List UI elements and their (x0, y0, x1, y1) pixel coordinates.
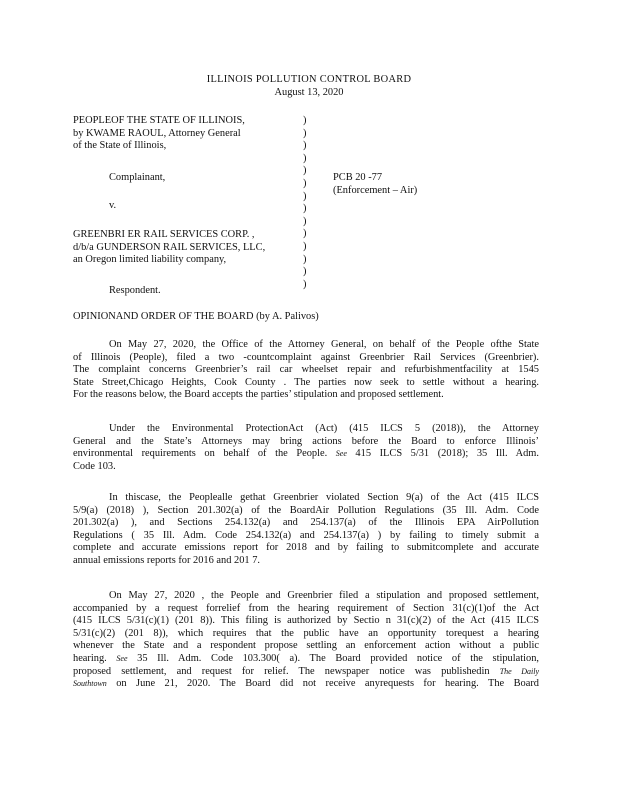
paragraph-line: 5/31(c)(2) (201 8)), which requires that the public have an opportunity torequest a hearing (73, 627, 539, 639)
caption-paren: ) (303, 115, 307, 126)
paragraph-line: whenever the State and a respondent propose settling an enforcement action without a public (73, 640, 539, 652)
caption-line: an Oregon limited liability company, (73, 254, 227, 266)
caption-complainant-party (73, 115, 245, 153)
see-signal: See (335, 449, 347, 459)
paragraph-line: Regulations ( 35 Ill. Adm. Code 254.132(a) and 254.137(a) ) by failing to timely submit a (73, 529, 539, 541)
caption-paren: ) (303, 203, 307, 215)
paragraph-line: On May 27, 2020 , the People and Greenbrier filed a stipulation and proposed settlement, (109, 590, 539, 601)
paragraph-line: 5/9(a) (2018) ), Section 201.302(a) of the BoardAir Pollution Regulations (35 Ill. Adm. Code (73, 504, 539, 516)
paragraph-line (73, 678, 539, 691)
caption-respondent-party (73, 229, 265, 267)
caption-paren: ) (303, 215, 307, 227)
caption-paren: ) (303, 165, 307, 177)
paragraph-line: General and the State’s Attorneys may bring actions before the Board to enforce Illinois’ (73, 435, 539, 447)
paragraph-2 (73, 423, 539, 473)
caption-line: GREENBRI ER RAIL SERVICES CORP. , (73, 229, 255, 240)
text-run: 415 ILCS 5/31 (2018); 35 Ill. Adm. (346, 448, 539, 460)
paragraph-line: The complaint concerns Greenbrier’s rail car wheelset repair and refurbishmentfacility at 1545 (73, 364, 539, 376)
paragraph-line: 201.302(a) ), and Sections 254.132(a) and 254.137(a) of the Illinois EPA AirPollution (73, 517, 539, 529)
paragraph-1 (73, 339, 539, 402)
caption-line: PEOPLEOF THE STATE OF ILLINOIS, (73, 115, 245, 126)
caption-paren: ) (303, 228, 307, 240)
paragraph-line: Code 103. (73, 460, 116, 472)
paragraph-line: In thiscase, the Peoplealle gethat Greenbrier violated Section 9(a) of the Act (415 ILCS (109, 492, 539, 503)
paragraph-line: annual emissions reports for 2016 and 201 7. (73, 554, 261, 566)
text-run: hearing. (73, 652, 117, 664)
caption-paren: ) (303, 253, 307, 265)
paragraph-line: accompanied by a request forrelief from the hearing requirement of Section 31(c)(1)of the Act (73, 602, 539, 614)
text-run: 35 Ill. Adm. Code 103.300( a). The Board provided notice of the stipulation, (127, 652, 539, 664)
caption-paren: ) (303, 190, 307, 202)
paragraph-3 (73, 492, 539, 568)
caption-paren-column (303, 115, 311, 291)
respondent-label: Respondent. (109, 285, 161, 296)
text-run: proposed settlement, and request for relief. The newspaper notice was publishedin (73, 665, 490, 677)
caption-paren: ) (303, 127, 307, 139)
order-date: August 13, 2020 (274, 87, 344, 98)
opinion-title: OPINIONAND ORDER OF THE BOARD (by A. Palivos) (73, 311, 319, 322)
caption-paren: ) (303, 140, 307, 152)
versus-label: v. (109, 200, 117, 211)
caption-line: by KWAME RAOUL, Attorney General (73, 127, 241, 139)
caption-paren: ) (303, 152, 307, 164)
newspaper-name: Southtown (73, 679, 107, 689)
complainant-label: Complainant, (109, 172, 166, 183)
paragraph-line: complete and accurate emissions report for 2018 and by failing to submitcomplete and accurate (73, 542, 539, 554)
paragraph-line (73, 666, 539, 679)
newspaper-name: The Daily (499, 666, 539, 676)
paragraph-line: On May 27, 2020, the Office of the Attorney General, on behalf of the People ofthe State (109, 339, 539, 350)
caption-line: d/b/a GUNDERSON RAIL SERVICES, LLC, (73, 241, 266, 253)
paragraph-line (73, 653, 539, 666)
text-run: on June 21, 2020. The Board did not receive anyrequests for hearing. The Board (106, 678, 539, 690)
caption-paren: ) (303, 266, 307, 278)
see-signal: See (116, 653, 128, 663)
caption-line: of the State of Illinois, (73, 140, 167, 152)
paragraph-line (73, 448, 539, 461)
caption-paren: ) (303, 278, 307, 290)
case-type: (Enforcement – Air) (333, 185, 418, 196)
paragraph-line: (415 ILCS 5/31(c)(1) (201 8)). This filing is authorized by Sectio n 31(c)(2) of the Act (415 ILCS (73, 615, 539, 627)
paragraph-line: Under the Environmental ProtectionAct (Act) (415 ILCS 5 (2018)), the Attorney (109, 423, 539, 434)
board-heading: ILLINOIS POLLUTION CONTROL BOARD (206, 74, 412, 85)
caption-paren: ) (303, 177, 307, 189)
paragraph-line: State Street,Chicago Heights, Cook County . The parties now seek to settle without a hearing. (73, 376, 539, 388)
case-number: PCB 20 -77 (333, 172, 383, 183)
caption-paren: ) (303, 240, 307, 252)
paragraph-4 (73, 590, 539, 691)
paragraph-line: of Illinois (People), filed a two -countcomplaint against Greenbrier Rail Services (Greenbrier). (73, 351, 539, 363)
text-run: environmental requirements on behalf of the People. (73, 448, 336, 460)
paragraph-line: For the reasons below, the Board accepts the parties’ stipulation and proposed settlement. (73, 389, 444, 401)
